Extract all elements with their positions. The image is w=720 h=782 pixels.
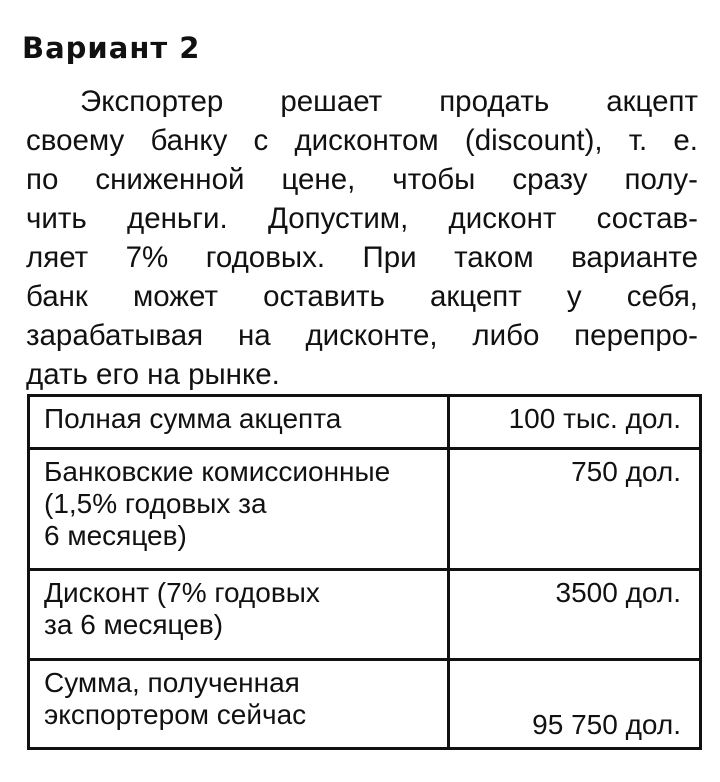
row-label-line: Полная сумма акцепта [44, 403, 342, 434]
row-label-cell [29, 449, 449, 570]
paragraph-line: ляет 7% годовых. При таком варианте [26, 241, 698, 274]
row-value-cell: 100 тыс. дол. [449, 396, 701, 449]
paragraph-line: банк может оставить акцепт у себя, [26, 280, 698, 313]
row-label-line: за 6 месяцев) [44, 609, 224, 640]
paragraph-line: зарабатывая на дисконте, либо перепро- [26, 319, 698, 352]
row-label-cell [29, 570, 449, 660]
acceptance-table [27, 394, 702, 750]
table-row [29, 449, 701, 570]
body-paragraph [26, 82, 698, 394]
row-value-cell: 95 750 дол. [449, 660, 701, 749]
row-label-line: экспортером сейчас [44, 699, 307, 730]
paragraph-line: по сниженной цене, чтобы сразу полу- [26, 163, 698, 196]
section-heading: Вариант 2 [22, 31, 201, 65]
paragraph-line: своему банку с дисконтом (discount), т. е. [26, 124, 698, 157]
paragraph-line: Экспортер решает продать акцепт [80, 85, 698, 118]
paragraph-line: чить деньги. Допустим, дисконт состав- [26, 202, 698, 235]
table-row [29, 570, 701, 660]
table-row [29, 660, 701, 749]
row-label-line: (1,5% годовых за [44, 488, 267, 519]
row-label-line: Дисконт (7% годовых [44, 577, 320, 608]
row-label-line: 6 месяцев) [44, 520, 187, 551]
row-value-cell: 750 дол. [449, 449, 701, 570]
row-label-cell [29, 396, 449, 449]
table-row [29, 396, 701, 449]
row-label-line: Банковские комиссионные [44, 456, 391, 487]
row-label-line: Сумма, полученная [44, 667, 300, 698]
row-value-cell: 3500 дол. [449, 570, 701, 660]
row-label-cell [29, 660, 449, 749]
paragraph-line: дать его на рынке. [26, 358, 280, 391]
